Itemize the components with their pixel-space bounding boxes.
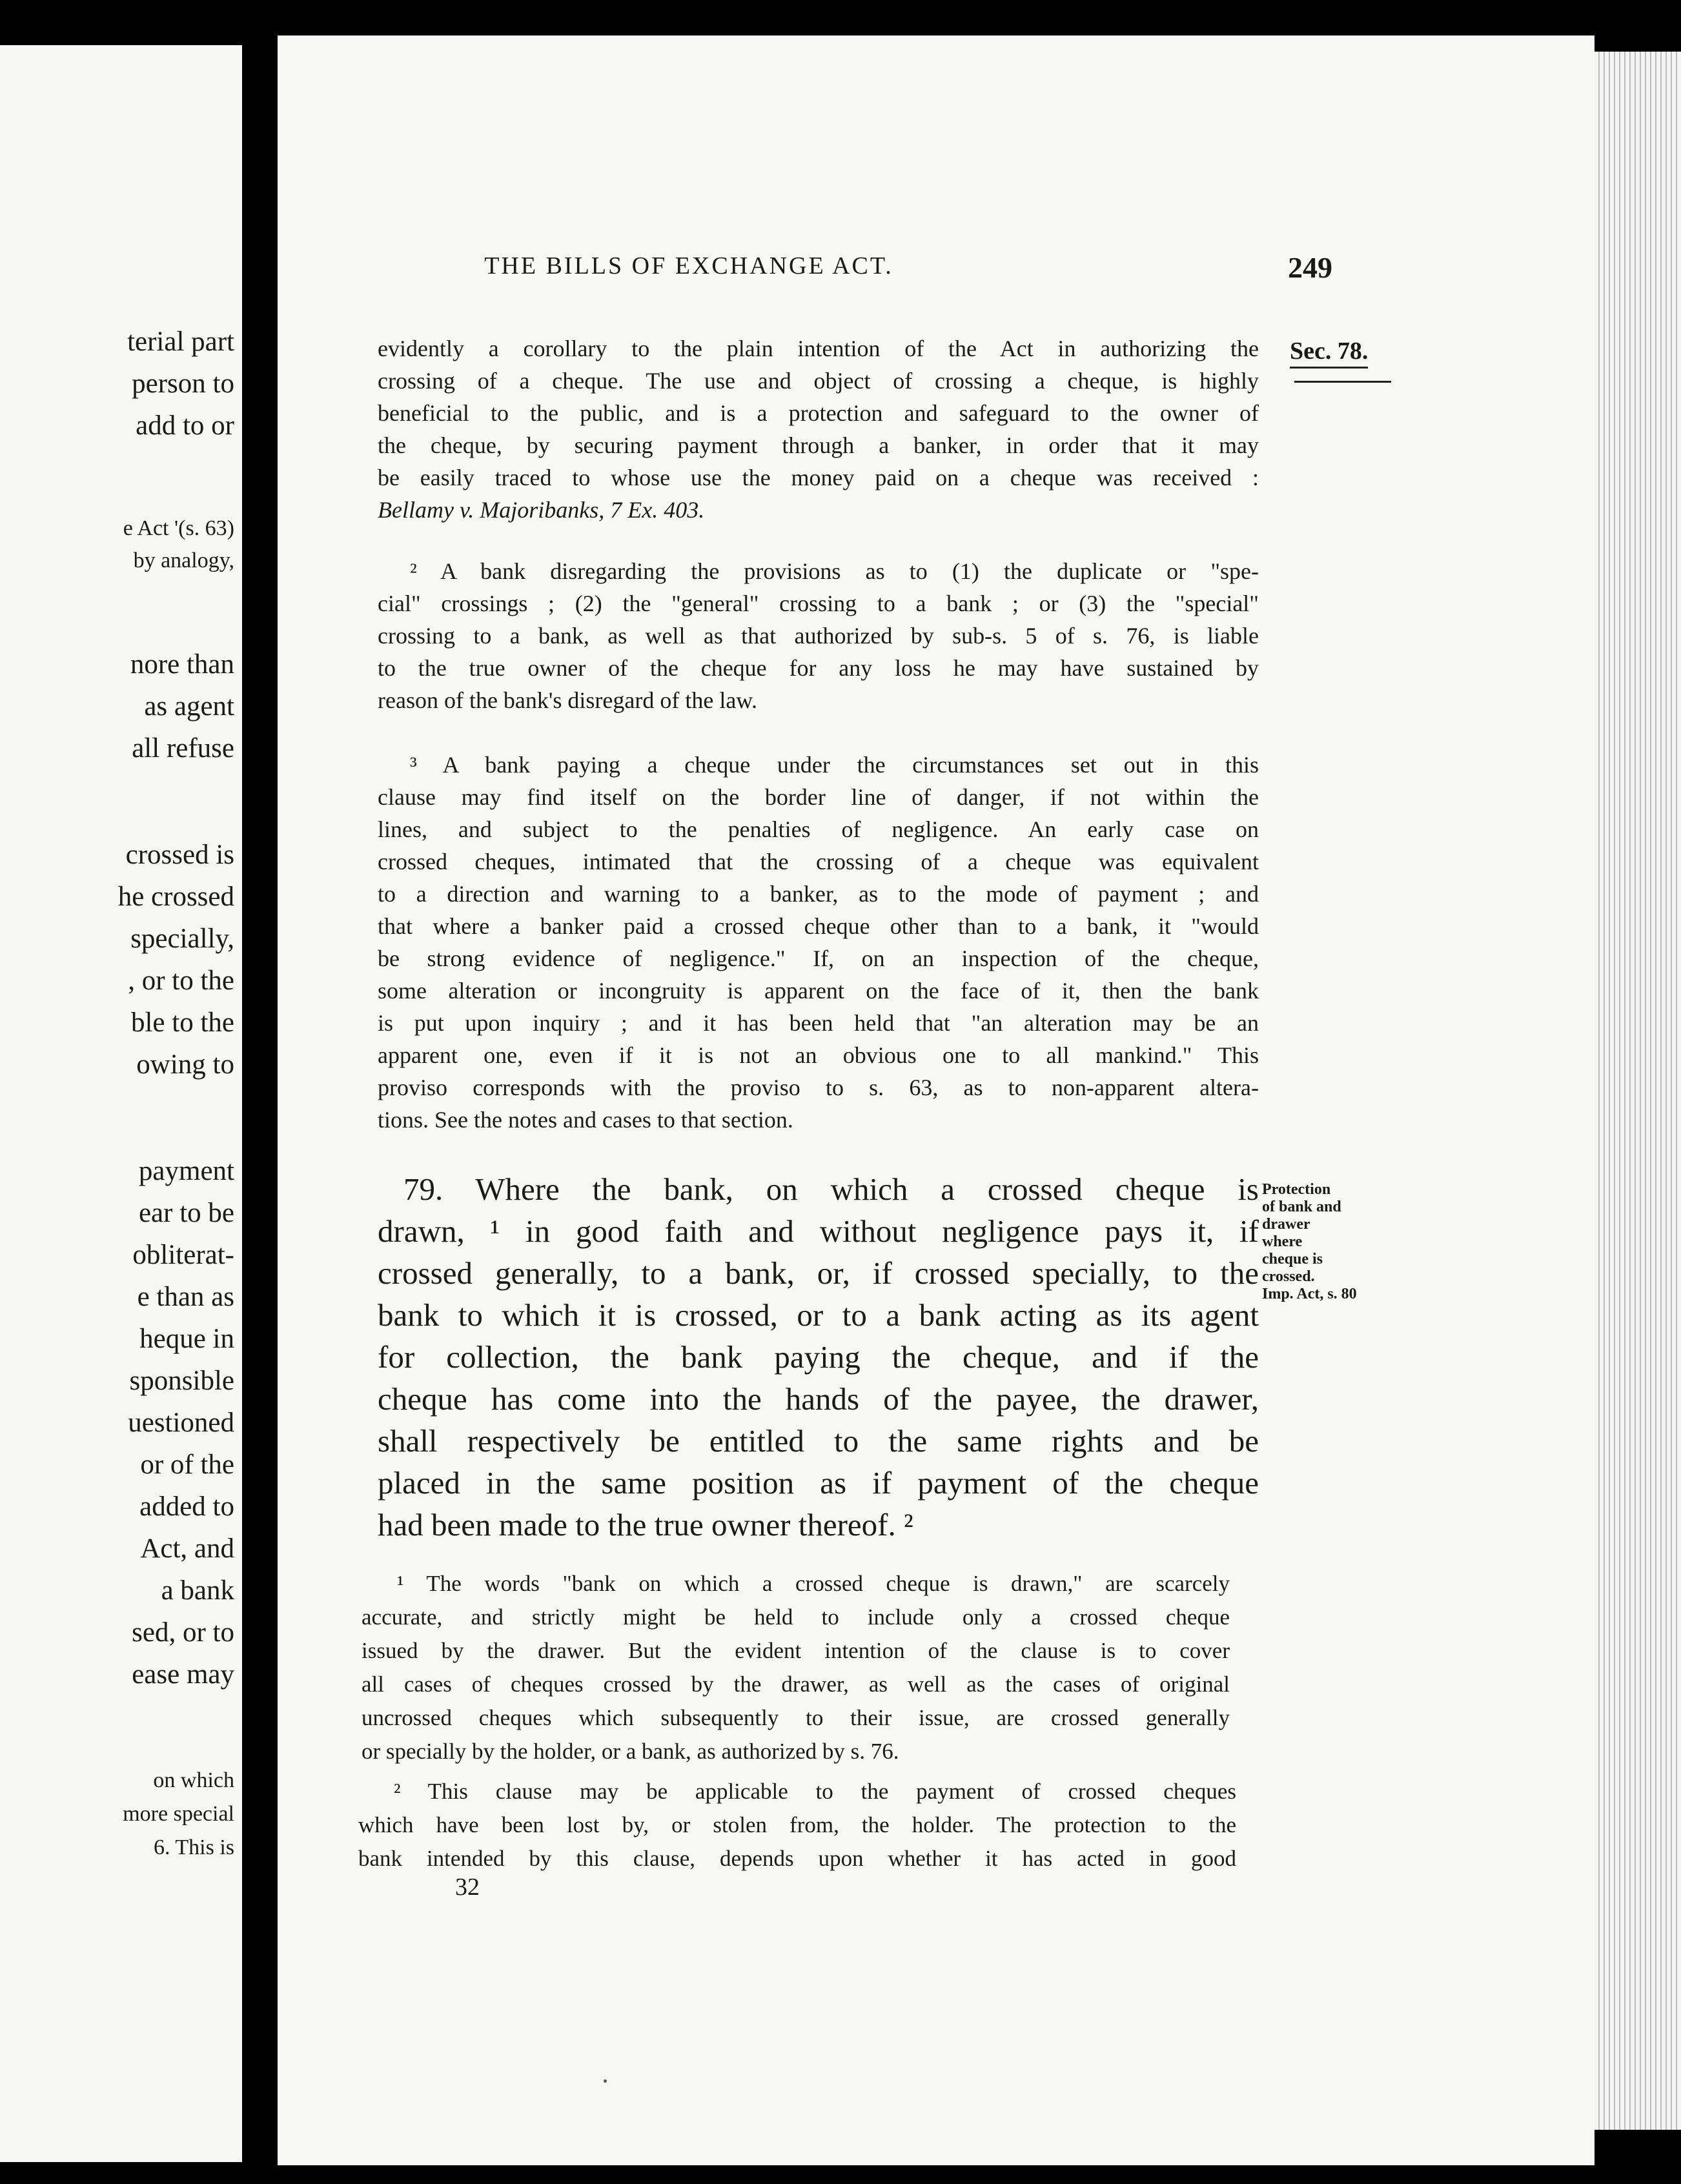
left-page-line: he crossed	[117, 882, 234, 912]
left-page-line: as agent	[144, 691, 234, 722]
left-page-line: e than as	[137, 1282, 234, 1312]
left-page-line: owing to	[136, 1049, 234, 1080]
section-line: bank to which it is crossed, or to a bank acting as its agent	[378, 1297, 1259, 1333]
section-line: drawn, ¹ in good faith and without negligence pays it, if	[378, 1213, 1259, 1249]
left-page	[0, 45, 242, 2162]
section-line: crossed generally, to a bank, or, if crossed specially, to the	[378, 1255, 1259, 1291]
note-line: crossing of a cheque. The use and object of crossing a cheque, is highly	[378, 368, 1259, 394]
note-paragraph-3	[378, 749, 1259, 1136]
left-page-line: ease may	[132, 1659, 234, 1690]
left-page-line: nore than	[130, 649, 234, 680]
left-page-line: person to	[132, 369, 234, 399]
left-page-line: 6. This is	[153, 1835, 234, 1859]
left-page-line: Act, and	[140, 1533, 234, 1564]
left-page-line: specially,	[130, 924, 234, 954]
note-line: proviso corresponds with the proviso to s. 63, as to non-apparent altera-	[378, 1075, 1259, 1100]
section-reference: Sec. 78.	[1290, 337, 1368, 369]
footnote-line: uncrossed cheques which subsequently to their issue, are crossed generally	[362, 1705, 1230, 1730]
marginal-note-line: crossed.	[1262, 1268, 1315, 1285]
section-79-text	[378, 1168, 1259, 1546]
book-gutter	[242, 39, 278, 2169]
footnote-line: which have been lost by, or stolen from, the holder. The protection to the	[358, 1812, 1236, 1837]
note-paragraph-2	[378, 555, 1259, 716]
note-line: apparent one, even if it is not an obvious one to all mankind." This	[378, 1042, 1259, 1068]
running-title: THE BILLS OF EXCHANGE ACT.	[484, 252, 893, 279]
footnote-line: issued by the drawer. But the evident intention of the clause is to cover	[362, 1638, 1230, 1663]
left-page-line: add to or	[136, 410, 234, 441]
note-line: cial" crossings ; (2) the "general" crossing to a bank ; or (3) the "special"	[378, 591, 1259, 616]
left-page-line: terial part	[127, 327, 234, 357]
footnote-2	[358, 1775, 1236, 1876]
note-line: evidently a corollary to the plain intention of the Act in authorizing the	[378, 336, 1259, 361]
footnote-line: accurate, and strictly might be held to include only a crossed cheque	[362, 1604, 1230, 1630]
footnote-line: ² This clause may be applicable to the payment of crossed cheques	[394, 1779, 1236, 1804]
note-line: to the true owner of the cheque for any loss he may have sustained by	[378, 655, 1259, 681]
note-line: be strong evidence of negligence." If, on an inspection of the cheque,	[378, 945, 1259, 971]
note-line: ² A bank disregarding the provisions as to (1) the duplicate or "spe-	[410, 558, 1259, 584]
note-paragraph-1	[378, 332, 1259, 526]
left-page-line: , or to the	[128, 966, 234, 996]
section-line: 79. Where the bank, on which a crossed cheque is	[403, 1171, 1259, 1207]
section-line: placed in the same position as if payment of the cheque	[378, 1465, 1259, 1501]
left-page-line: e Act '(s. 63)	[123, 516, 234, 540]
note-line: beneficial to the public, and is a protection and safeguard to the owner of	[378, 400, 1259, 426]
left-page-line: sponsible	[129, 1366, 234, 1396]
speck	[604, 2079, 607, 2083]
left-page-line: crossed is	[125, 840, 234, 870]
footnote-line: or specially by the holder, or a bank, as authorized by s. 76.	[362, 1739, 899, 1764]
footnote-line: bank intended by this clause, depends upon whether it has acted in good	[358, 1846, 1236, 1871]
marginal-note-line: of bank and	[1262, 1198, 1341, 1215]
note-line: clause may find itself on the border line of danger, if not within the	[378, 784, 1259, 810]
footnote-line: all cases of cheques crossed by the drawer, as well as the cases of original	[362, 1672, 1230, 1697]
case-citation: Bellamy v. Majoribanks, 7 Ex. 403.	[378, 497, 705, 523]
section-line: had been made to the true owner thereof. ²	[378, 1507, 913, 1542]
left-page-line: payment	[138, 1156, 234, 1186]
left-page-line: all refuse	[132, 733, 234, 763]
marginal-note-line: Imp. Act, s. 80	[1262, 1286, 1357, 1302]
note-line: some alteration or incongruity is apparent on the face of it, then the bank	[378, 978, 1259, 1004]
section-reference-rule	[1294, 381, 1391, 383]
left-page-line: sed, or to	[132, 1617, 234, 1648]
section-line: for collection, the bank paying the cheque, and if the	[378, 1339, 1259, 1375]
note-line: lines, and subject to the penalties of negligence. An early case on	[378, 816, 1259, 842]
section-line: cheque has come into the hands of the payee, the drawer,	[378, 1381, 1259, 1417]
note-line: be easily traced to whose use the money paid on a cheque was received :	[378, 465, 1259, 490]
left-page-line: ear to be	[138, 1198, 234, 1228]
footnote-line: ¹ The words "bank on which a crossed cheque is drawn," are scarcely	[397, 1571, 1230, 1596]
note-line: that where a banker paid a crossed cheque other than to a bank, it "would	[378, 913, 1259, 939]
left-page-line: more special	[123, 1802, 234, 1826]
note-line: to a direction and warning to a banker, as to the mode of payment ; and	[378, 881, 1259, 907]
left-page-line: by analogy,	[133, 549, 234, 572]
note-line: tions. See the notes and cases to that section.	[378, 1107, 793, 1133]
note-line: crossed cheques, intimated that the crossing of a cheque was equivalent	[378, 849, 1259, 875]
note-line: ³ A bank paying a cheque under the circumstances set out in this	[410, 752, 1259, 778]
page-edges	[1594, 52, 1681, 2130]
page-number: 249	[1288, 251, 1332, 284]
marginal-note-line: where	[1262, 1233, 1303, 1250]
left-page-line: added to	[139, 1491, 234, 1522]
note-line: the cheque, by securing payment through a banker, in order that it may	[378, 432, 1259, 458]
left-page-line: ble to the	[130, 1007, 234, 1038]
note-line: crossing to a bank, as well as that authorized by sub-s. 5 of s. 76, is liable	[378, 623, 1259, 649]
marginal-note-line: cheque is	[1262, 1251, 1323, 1268]
note-line: reason of the bank's disregard of the law.	[378, 687, 757, 713]
marginal-note-line: drawer	[1262, 1216, 1310, 1233]
left-page-line: obliterat-	[132, 1240, 234, 1270]
signature-mark: 32	[455, 1874, 480, 1901]
left-page-line: heque in	[139, 1324, 234, 1354]
left-page-line: or of the	[140, 1450, 234, 1480]
marginal-note	[1262, 1181, 1385, 1303]
footnote-1	[362, 1567, 1230, 1768]
left-page-line: on which	[153, 1768, 234, 1792]
marginal-note-line: Protection	[1262, 1181, 1331, 1198]
note-line: is put upon inquiry ; and it has been held that "an alteration may be an	[378, 1010, 1259, 1036]
section-line: shall respectively be entitled to the same rights and be	[378, 1423, 1259, 1459]
left-page-line: a bank	[161, 1575, 234, 1606]
left-page-line: uestioned	[128, 1408, 234, 1438]
